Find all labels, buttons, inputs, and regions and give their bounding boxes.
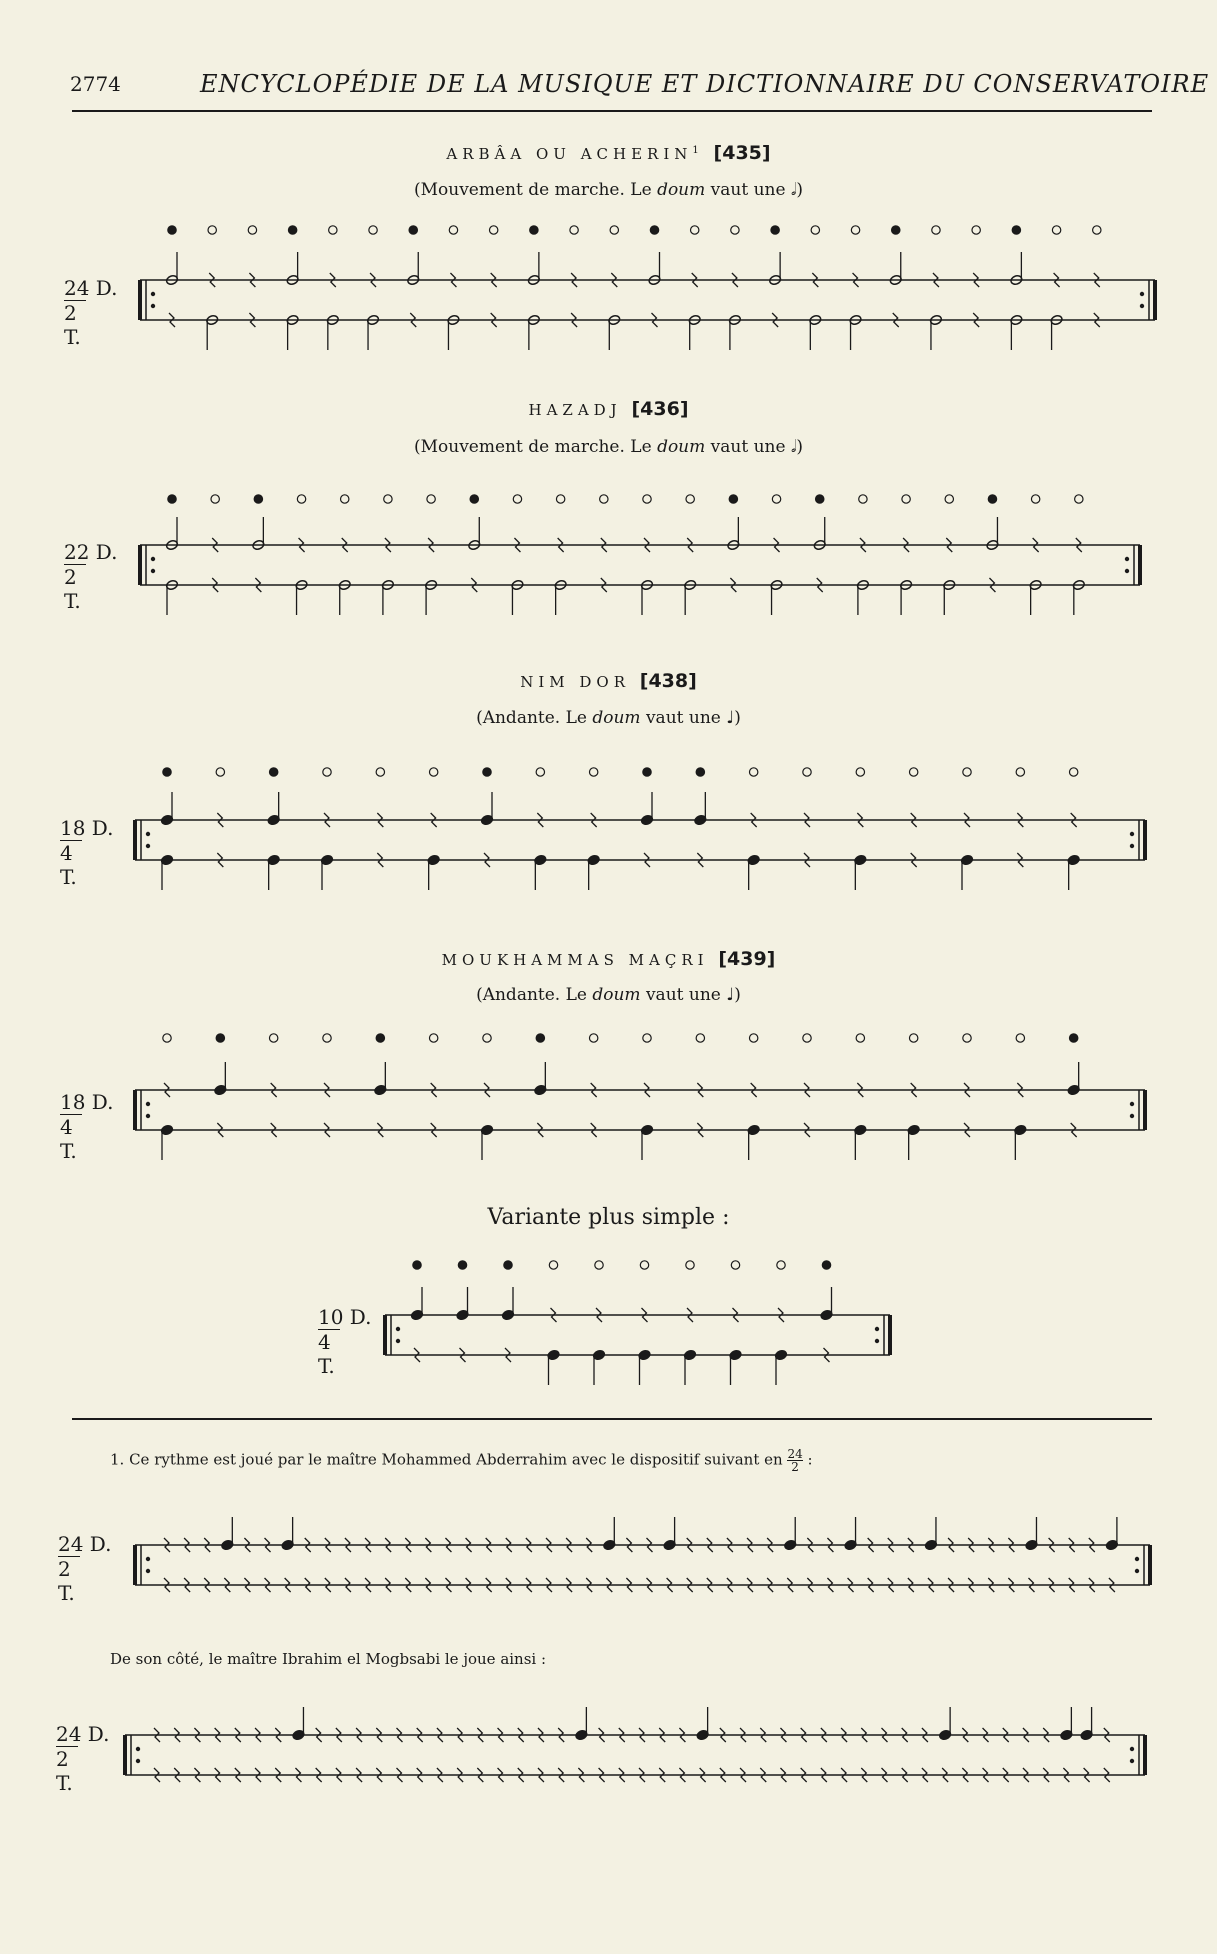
repeat-dot	[875, 1339, 879, 1343]
doum-dot	[643, 768, 651, 776]
tek-dot	[851, 226, 859, 234]
tek-dot	[610, 226, 618, 234]
tek-dot	[749, 768, 757, 776]
doum-dot	[1012, 226, 1020, 234]
footnote-2: De son côté, le maître Ibrahim el Mogbsabi le joue ainsi :	[110, 1650, 547, 1668]
repeat-dot	[1130, 1759, 1134, 1763]
repeat-dot	[146, 832, 150, 836]
meter-nim-dor: 18 D. 4 T.	[60, 816, 114, 889]
tek-dot	[643, 495, 651, 503]
doum-dot	[530, 226, 538, 234]
doum-dot	[536, 1034, 544, 1042]
meter-hazadj: 22 D. 2 T.	[64, 540, 118, 613]
tek-dot	[856, 1034, 864, 1042]
rhythm-staff-footnote-2	[0, 1680, 1217, 1820]
repeat-dot	[146, 1557, 150, 1561]
repeat-dot	[396, 1339, 400, 1343]
doum-dot	[216, 1034, 224, 1042]
tek-dot	[211, 495, 219, 503]
doum-dot	[376, 1034, 384, 1042]
repeat-dot	[146, 1114, 150, 1118]
doum-dot	[504, 1261, 512, 1269]
header-rule	[72, 110, 1152, 112]
doum-dot	[168, 226, 176, 234]
page-number: 2774	[70, 72, 121, 96]
doum-dot	[168, 495, 176, 503]
tek-dot	[600, 495, 608, 503]
half-note-icon: 𝅗𝅥)	[790, 437, 803, 457]
tek-dot	[731, 226, 739, 234]
tempo-nim-dor: (Andante. Le doum vaut une ♩)	[476, 708, 741, 728]
repeat-dot	[1130, 1114, 1134, 1118]
repeat-dot	[1135, 1557, 1139, 1561]
tek-dot	[691, 226, 699, 234]
half-note-icon: 𝅗𝅥)	[790, 180, 803, 200]
doum-dot	[771, 226, 779, 234]
tek-dot	[208, 226, 216, 234]
repeat-dot	[1130, 844, 1134, 848]
tek-dot	[1031, 495, 1039, 503]
piece-title-arbaa: ARBÂA OU ACHERIN$^1$ [435]	[446, 142, 771, 164]
repeat-dot	[1135, 1569, 1139, 1573]
tek-dot	[216, 768, 224, 776]
tek-dot	[384, 495, 392, 503]
repeat-dot	[1125, 557, 1129, 561]
tek-dot	[749, 1034, 757, 1042]
tek-dot	[595, 1261, 603, 1269]
tek-dot	[341, 495, 349, 503]
repeat-dot	[146, 1102, 150, 1106]
rhythm-staff-footnote-1	[0, 1490, 1217, 1630]
tek-dot	[686, 1261, 694, 1269]
tek-dot	[932, 226, 940, 234]
doum-dot	[816, 495, 824, 503]
variante-heading: Variante plus simple :	[487, 1205, 730, 1230]
rhythm-staff-hazadj	[0, 470, 1217, 630]
rhythm-staff-variante	[0, 1240, 1217, 1400]
tek-dot	[369, 226, 377, 234]
doum-dot	[163, 768, 171, 776]
doum-dot	[458, 1261, 466, 1269]
repeat-dot	[151, 557, 155, 561]
tek-dot	[556, 495, 564, 503]
tek-dot	[909, 768, 917, 776]
tek-dot	[323, 1034, 331, 1042]
tek-dot	[1052, 226, 1060, 234]
running-header	[70, 68, 1210, 108]
tek-dot	[163, 1034, 171, 1042]
repeat-dot	[1125, 569, 1129, 573]
repeat-dot	[136, 1759, 140, 1763]
tempo-moukhammas: (Andante. Le doum vaut une ♩)	[476, 985, 741, 1005]
tek-dot	[909, 1034, 917, 1042]
rhythm-staff-moukhammas	[0, 1020, 1217, 1180]
tek-dot	[803, 1034, 811, 1042]
tek-dot	[686, 495, 694, 503]
tek-dot	[248, 226, 256, 234]
tek-dot	[269, 1034, 277, 1042]
quarter-note-icon: ♩)	[726, 985, 741, 1005]
repeat-dot	[1130, 1102, 1134, 1106]
repeat-dot	[146, 844, 150, 848]
tek-dot	[945, 495, 953, 503]
tek-dot	[449, 226, 457, 234]
quarter-note-icon: ♩)	[726, 708, 741, 728]
tek-dot	[972, 226, 980, 234]
tek-dot	[696, 1034, 704, 1042]
tek-dot	[902, 495, 910, 503]
tek-dot	[483, 1034, 491, 1042]
tek-dot	[1016, 768, 1024, 776]
piece-title-moukhammas: MOUKHAMMAS MAÇRI [439]	[441, 948, 776, 970]
tek-dot	[731, 1261, 739, 1269]
tek-dot	[329, 226, 337, 234]
tek-dot	[429, 768, 437, 776]
doum-dot	[269, 768, 277, 776]
running-title: ENCYCLOPÉDIE DE LA MUSIQUE ET DICTIONNAIRE DU CONSERVATOIRE	[200, 70, 1210, 98]
tempo-arbaa: (Mouvement de marche. Le doum vaut une 𝅗𝅥)	[413, 180, 803, 200]
tek-dot	[963, 1034, 971, 1042]
doum-dot	[483, 768, 491, 776]
tek-dot	[427, 495, 435, 503]
rhythm-staff-arbaa	[0, 210, 1217, 370]
tempo-hazadj: (Mouvement de marche. Le doum vaut une 𝅗𝅥)	[413, 437, 803, 457]
repeat-dot	[875, 1327, 879, 1331]
repeat-dot	[146, 1569, 150, 1573]
tek-dot	[1016, 1034, 1024, 1042]
doum-dot	[729, 495, 737, 503]
meter-moukhammas: 18 D. 4 T.	[60, 1090, 114, 1163]
tek-dot	[640, 1261, 648, 1269]
doum-dot	[254, 495, 262, 503]
tek-dot	[777, 1261, 785, 1269]
tek-dot	[570, 226, 578, 234]
tek-dot	[376, 768, 384, 776]
rhythm-staff-nim-dor	[0, 745, 1217, 915]
repeat-dot	[1140, 292, 1144, 296]
tek-dot	[1069, 768, 1077, 776]
repeat-dot	[396, 1327, 400, 1331]
piece-title-nim-dor: NIM DOR [438]	[520, 670, 697, 692]
doum-dot	[1069, 1034, 1077, 1042]
doum-dot	[892, 226, 900, 234]
tek-dot	[429, 1034, 437, 1042]
doum-dot	[650, 226, 658, 234]
tek-dot	[859, 495, 867, 503]
tek-dot	[772, 495, 780, 503]
repeat-dot	[1130, 832, 1134, 836]
tek-dot	[549, 1261, 557, 1269]
tek-dot	[811, 226, 819, 234]
meter-footnote-2: 24 D. 2 T.	[56, 1722, 110, 1795]
tek-dot	[589, 768, 597, 776]
tek-dot	[513, 495, 521, 503]
doum-dot	[413, 1261, 421, 1269]
doum-dot	[470, 495, 478, 503]
doum-dot	[988, 495, 996, 503]
repeat-dot	[1140, 304, 1144, 308]
tek-dot	[589, 1034, 597, 1042]
piece-title-hazadj: HAZADJ [436]	[528, 398, 689, 420]
tek-dot	[856, 768, 864, 776]
doum-dot	[409, 226, 417, 234]
repeat-dot	[1130, 1747, 1134, 1751]
tek-dot	[489, 226, 497, 234]
footnote-1: 1. Ce rythme est joué par le maître Mohammed Abderrahim avec le dispositif suivant en $\frac{24}{2}$ :	[110, 1447, 813, 1474]
tek-dot	[1093, 226, 1101, 234]
doum-dot	[288, 226, 296, 234]
tek-dot	[1075, 495, 1083, 503]
repeat-dot	[151, 569, 155, 573]
meter-footnote-1: 24 D. 2 T.	[58, 1532, 112, 1605]
tek-dot	[643, 1034, 651, 1042]
meter-variante: 10 D. 4 T.	[318, 1305, 372, 1378]
repeat-dot	[136, 1747, 140, 1751]
footnote-rule	[72, 1418, 1152, 1420]
doum-dot	[822, 1261, 830, 1269]
tek-dot	[323, 768, 331, 776]
footnote-fraction: $\frac{24}{2}$	[787, 1447, 803, 1474]
repeat-dot	[151, 304, 155, 308]
doum-dot	[696, 768, 704, 776]
tek-dot	[297, 495, 305, 503]
tek-dot	[536, 768, 544, 776]
repeat-dot	[151, 292, 155, 296]
tek-dot	[963, 768, 971, 776]
meter-arbaa: 24 D. 2 T.	[64, 276, 118, 349]
tek-dot	[803, 768, 811, 776]
